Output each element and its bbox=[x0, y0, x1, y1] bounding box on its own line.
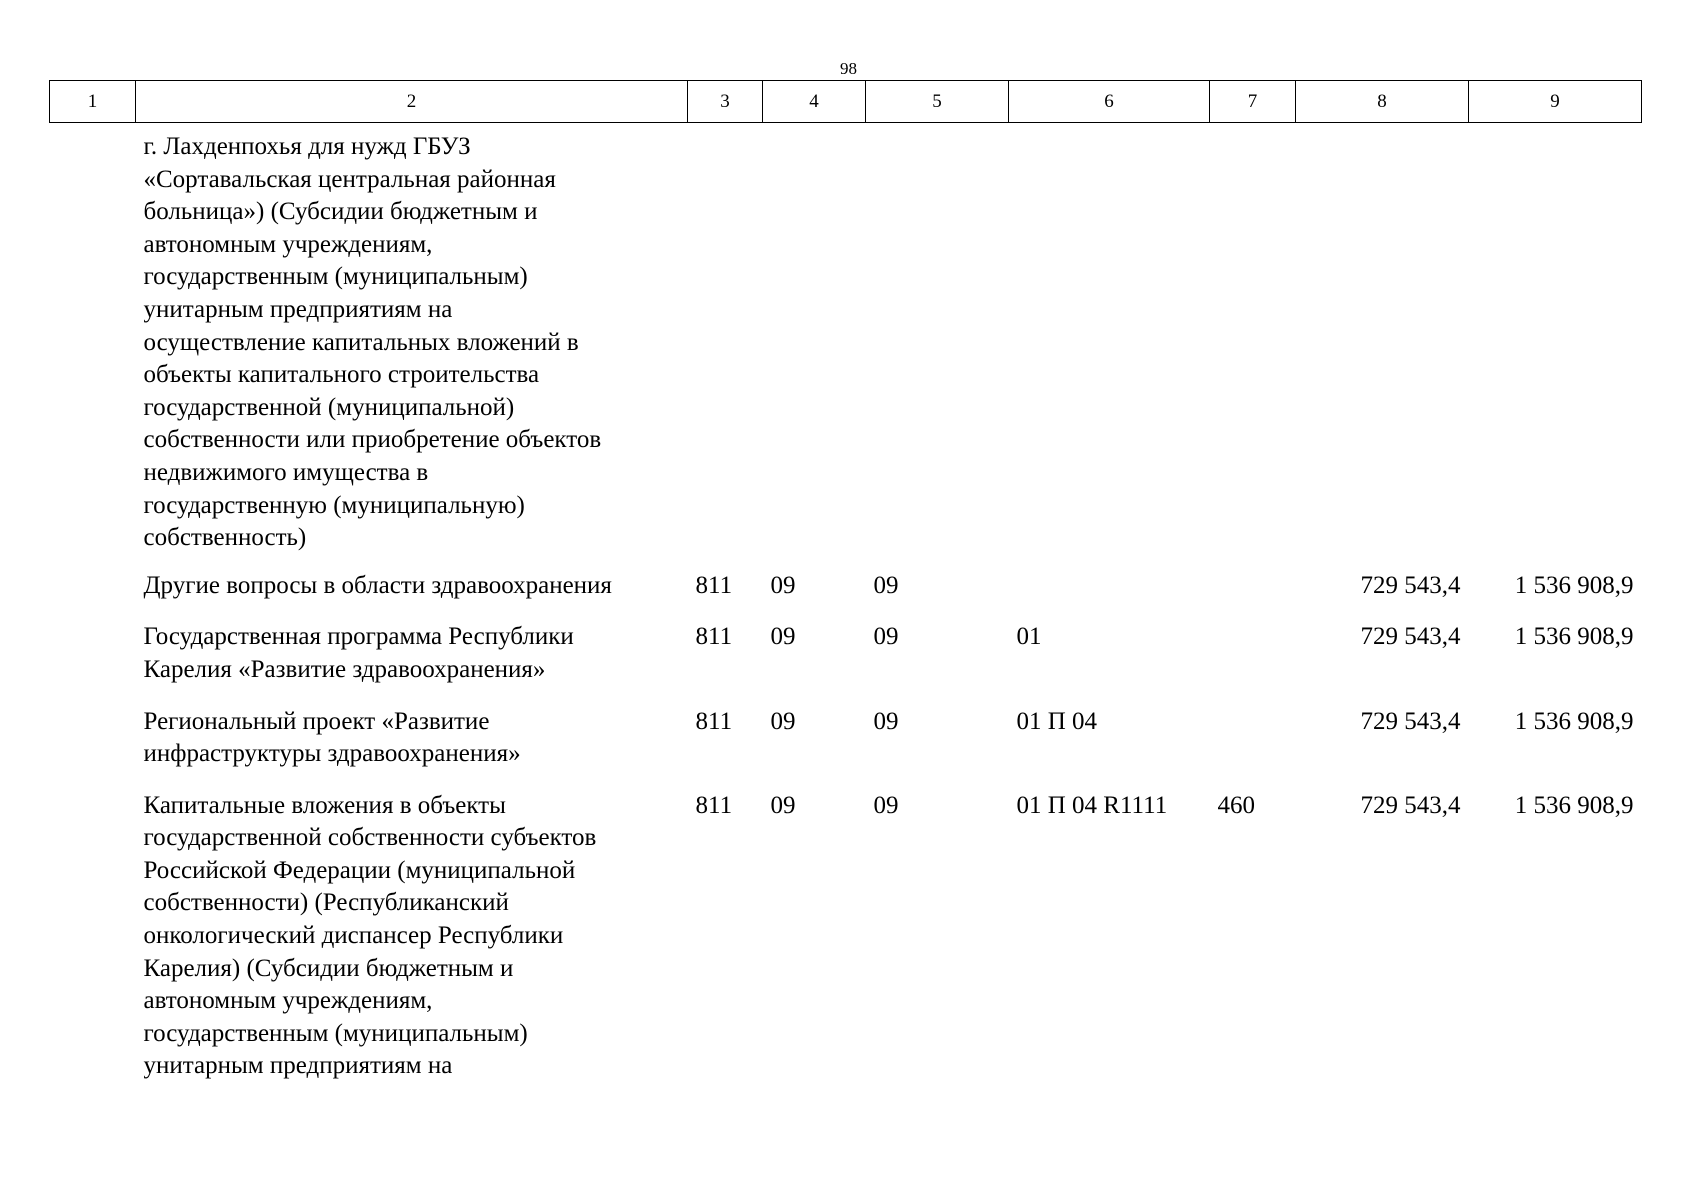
description-line: Карелия «Развитие здравоохранения» bbox=[143, 655, 546, 683]
column-number-2: 2 bbox=[136, 81, 688, 123]
description-line: собственность) bbox=[143, 524, 307, 552]
column-number-7: 7 bbox=[1210, 81, 1296, 123]
description-line: государственным (муниципальным) bbox=[143, 1019, 528, 1047]
description-line: объекты капитального строительства bbox=[143, 361, 540, 389]
cell-amount-2: 1 536 908,9 bbox=[1514, 571, 1634, 599]
description-line: собственности) (Республиканский bbox=[143, 889, 509, 917]
cell-empty bbox=[50, 123, 136, 567]
cell-amount-1: 729 543,4 bbox=[1360, 623, 1461, 651]
column-number-5: 5 bbox=[866, 81, 1009, 123]
description-line: «Сортавальская центральная районная bbox=[143, 165, 556, 193]
cell-expense-type bbox=[1210, 703, 1296, 787]
cell-section: 09 bbox=[770, 623, 796, 651]
description-line: автономным учреждениям, bbox=[143, 987, 433, 1015]
description-line: Государственная программа Республики bbox=[143, 623, 574, 651]
cell-subsection: 09 bbox=[873, 571, 899, 599]
cell-section: 09 bbox=[770, 791, 796, 819]
continuation-row bbox=[50, 123, 1642, 567]
cell-target-article: 01 П 04 bbox=[1016, 707, 1098, 735]
description-line: Карелия) (Субсидии бюджетным и bbox=[143, 954, 514, 982]
column-number-1: 1 bbox=[50, 81, 136, 123]
cell-target-article bbox=[1009, 567, 1210, 619]
cell-expense-type bbox=[1210, 567, 1296, 619]
table-row bbox=[50, 787, 1642, 1099]
description-line: государственной (муниципальной) bbox=[143, 393, 515, 421]
column-number-4: 4 bbox=[763, 81, 866, 123]
cell-subsection: 09 bbox=[873, 623, 899, 651]
description-line: г. Лахденпохья для нужд ГБУЗ bbox=[143, 133, 471, 160]
cell-subsection: 09 bbox=[873, 707, 899, 735]
column-number-8: 8 bbox=[1296, 81, 1469, 123]
description-line: унитарным предприятиям на bbox=[143, 1052, 453, 1080]
description-line: Региональный проект «Развитие bbox=[143, 707, 490, 735]
cell-expense-type bbox=[1210, 618, 1296, 702]
description-line: осуществление капитальных вложений в bbox=[143, 328, 579, 356]
cell-amount-1: 729 543,4 bbox=[1360, 791, 1461, 819]
description-line: инфраструктуры здравоохранения» bbox=[143, 740, 521, 768]
cell-amount-2: 1 536 908,9 bbox=[1514, 623, 1634, 651]
row-description bbox=[136, 787, 688, 1099]
description-line: больница») (Субсидии бюджетным и bbox=[143, 198, 538, 226]
description-line: недвижимого имущества в bbox=[143, 458, 429, 486]
table-row bbox=[50, 618, 1642, 702]
description-line: унитарным предприятиям на bbox=[143, 295, 453, 323]
cell-ministry-code: 811 bbox=[695, 623, 733, 651]
column-number-3: 3 bbox=[688, 81, 763, 123]
row-description bbox=[136, 567, 688, 619]
cell-amount-1: 729 543,4 bbox=[1360, 571, 1461, 599]
description-line: Другие вопросы в области здравоохранения bbox=[143, 571, 612, 599]
cell-section: 09 bbox=[770, 707, 796, 735]
row-description bbox=[136, 618, 688, 702]
cell-ministry-code: 811 bbox=[695, 791, 733, 819]
budget-table bbox=[49, 80, 1642, 1099]
description-line: государственной собственности субъектов bbox=[143, 824, 597, 852]
description-line: Капитальные вложения в объекты bbox=[143, 791, 506, 819]
row-description bbox=[136, 703, 688, 787]
cell-amount-2: 1 536 908,9 bbox=[1514, 707, 1634, 735]
column-number-9: 9 bbox=[1469, 81, 1642, 123]
description-line: государственным (муниципальным) bbox=[143, 263, 528, 291]
page-number: 98 bbox=[840, 59, 857, 78]
cell-target-article: 01 П 04 R1111 bbox=[1016, 791, 1168, 819]
description-line: государственную (муниципальную) bbox=[143, 491, 525, 519]
cell-subsection: 09 bbox=[873, 791, 899, 819]
cell-ministry-code: 811 bbox=[695, 707, 733, 735]
cell-amount-1: 729 543,4 bbox=[1360, 707, 1461, 735]
table-row bbox=[50, 567, 1642, 619]
cell-expense-type: 460 bbox=[1217, 791, 1255, 819]
description-line: Российской Федерации (муниципальной bbox=[143, 856, 576, 884]
description-line: онкологический диспансер Республики bbox=[143, 922, 564, 950]
cell-ministry-code: 811 bbox=[695, 571, 733, 599]
cell-section: 09 bbox=[770, 571, 796, 599]
continuation-description bbox=[136, 123, 688, 567]
column-number-6: 6 bbox=[1009, 81, 1210, 123]
description-line: автономным учреждениям, bbox=[143, 230, 433, 258]
column-number-header bbox=[50, 81, 1642, 123]
cell-target-article: 01 bbox=[1016, 623, 1042, 651]
cell-amount-2: 1 536 908,9 bbox=[1514, 791, 1634, 819]
table-row bbox=[50, 703, 1642, 787]
description-line: собственности или приобретение объектов bbox=[143, 426, 602, 454]
